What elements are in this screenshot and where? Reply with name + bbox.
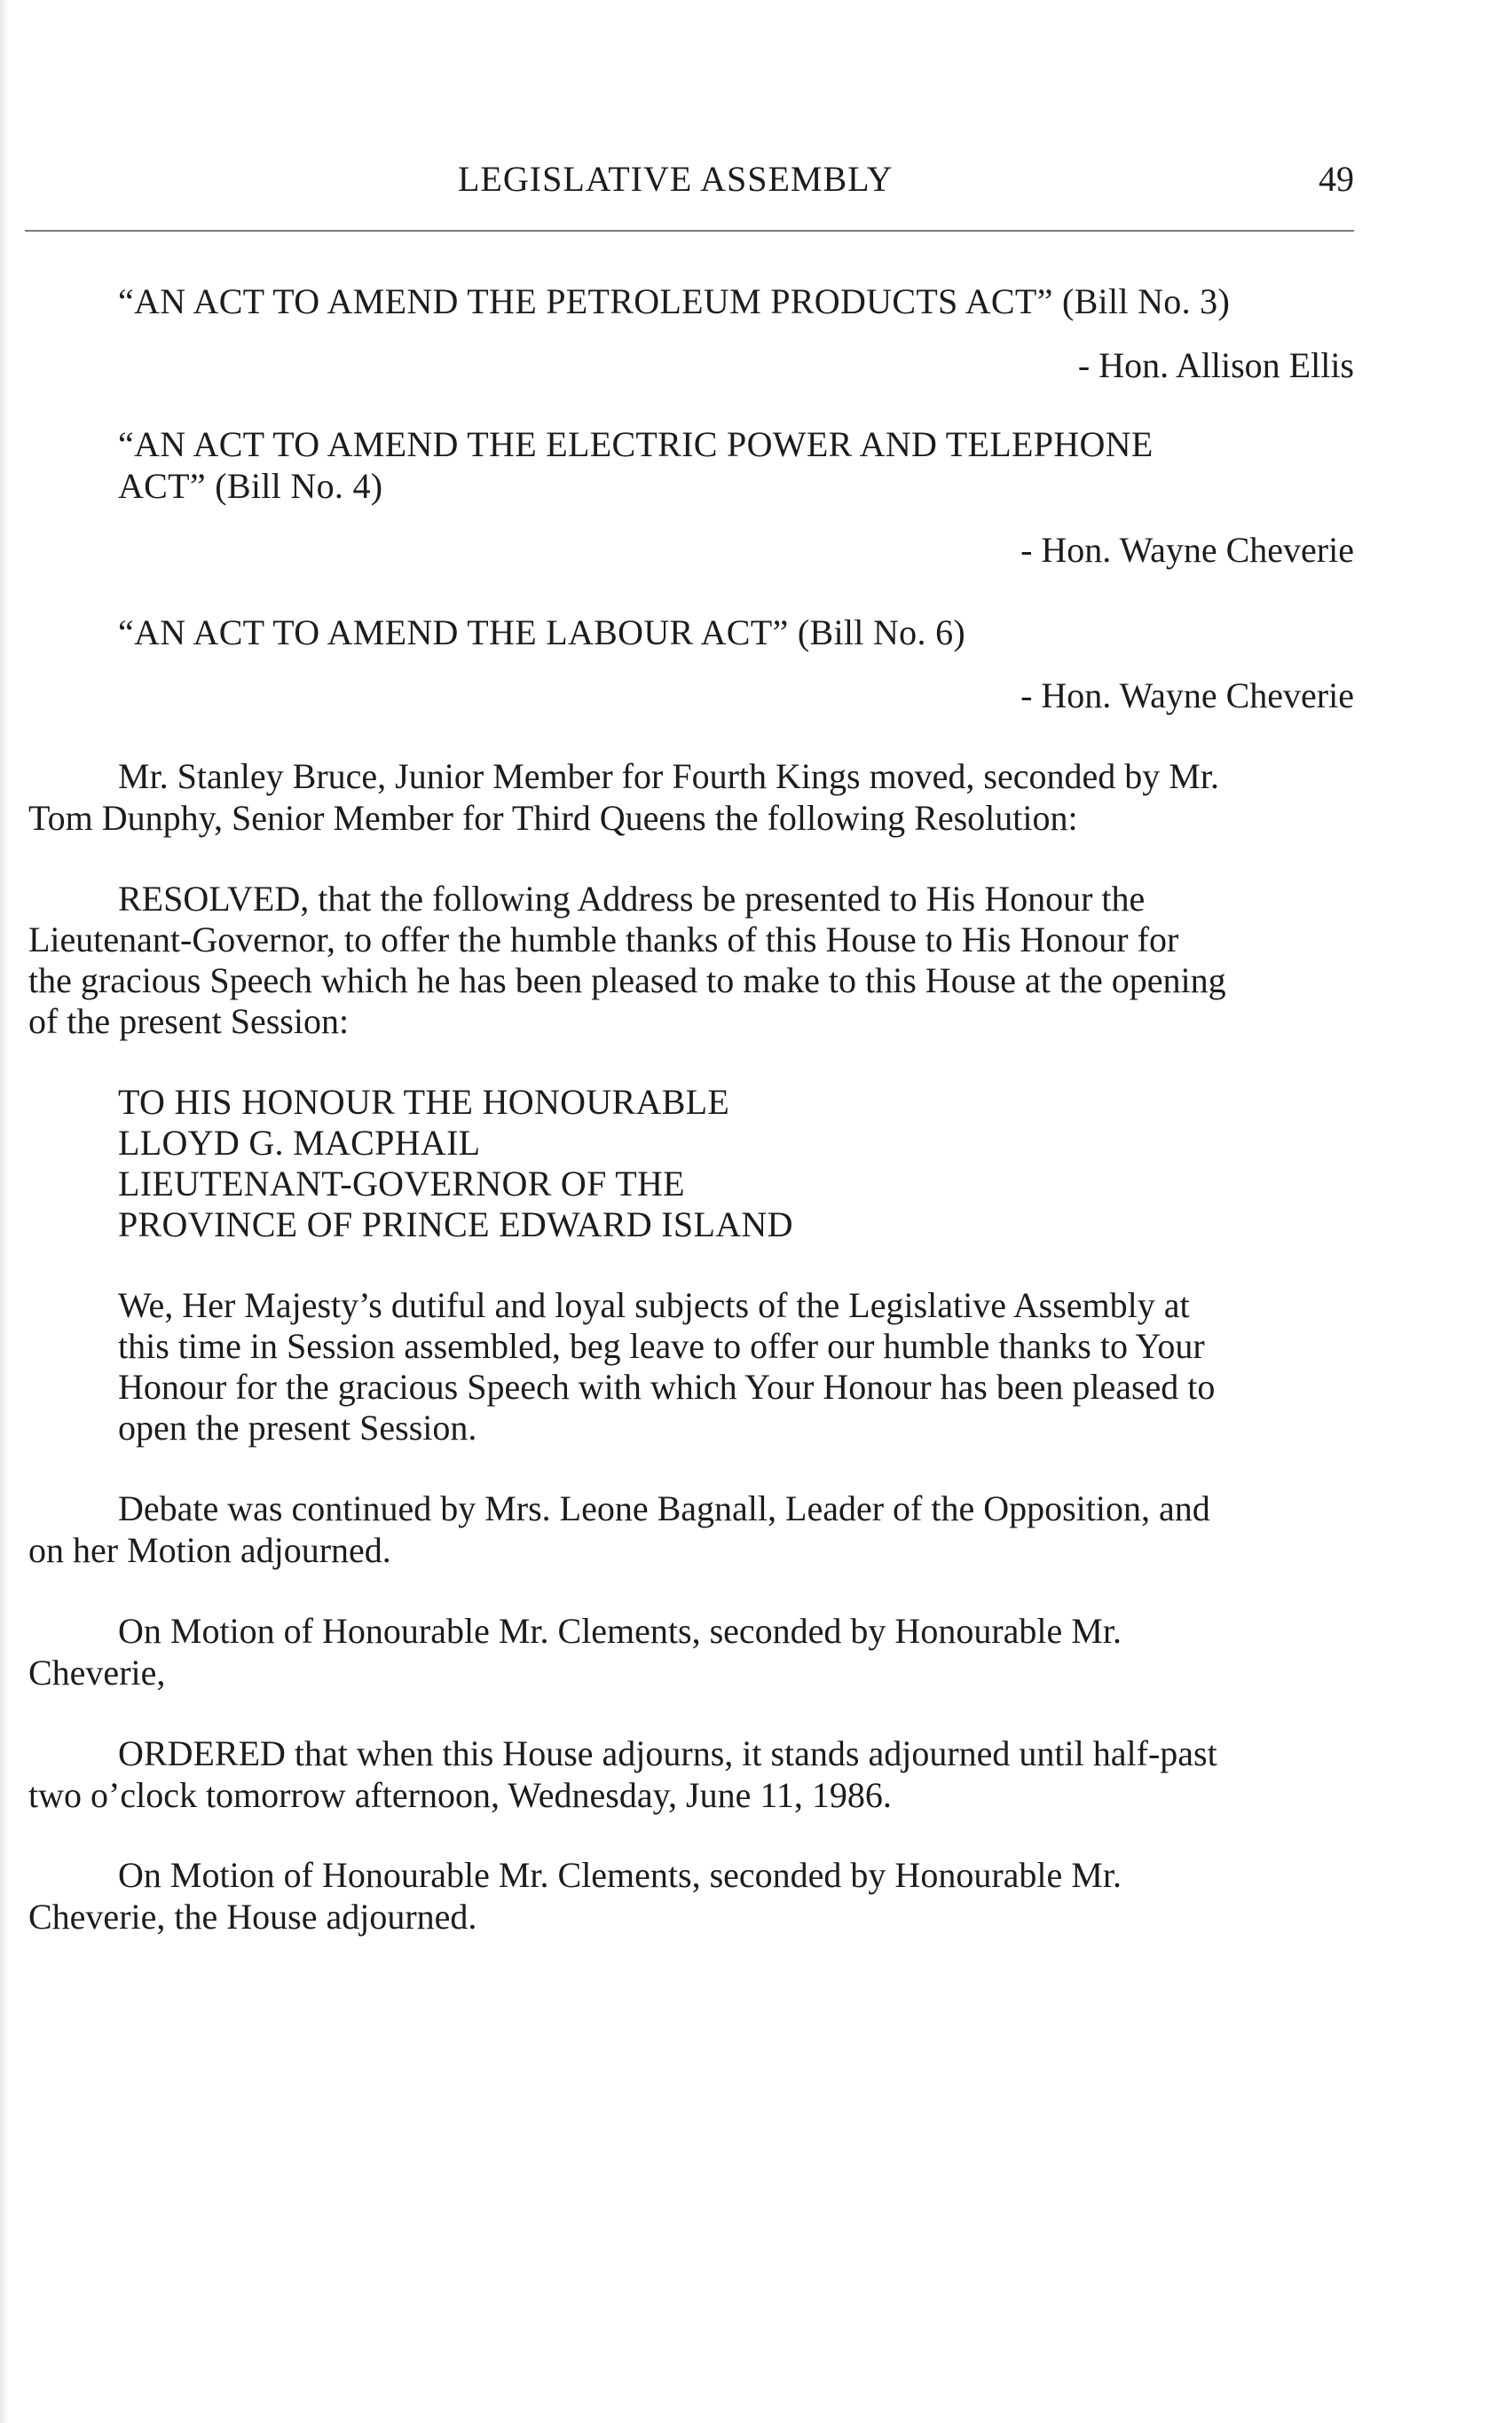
running-header-title: LEGISLATIVE ASSEMBLY bbox=[458, 159, 894, 199]
address-heading-line2: LLOYD G. MACPHAIL bbox=[118, 1123, 481, 1163]
resolution-line2: Lieutenant-Governor, to offer the humble thanks of this House to His Honour for bbox=[28, 919, 1179, 959]
resolution-line3: the gracious Speech which he has been pleased to make to this House at the opening bbox=[28, 960, 1226, 1000]
motion-line1: Mr. Stanley Bruce, Junior Member for Fourth Kings moved, seconded by Mr. bbox=[118, 756, 1219, 796]
debate-line2: on her Motion adjourned. bbox=[28, 1530, 391, 1570]
bill-4-sponsor: - Hon. Wayne Cheverie bbox=[1020, 530, 1354, 570]
address-heading-line4: PROVINCE OF PRINCE EDWARD ISLAND bbox=[118, 1204, 793, 1244]
bill-3-title: “AN ACT TO AMEND THE PETROLEUM PRODUCTS ACT” (Bill No. 3) bbox=[118, 281, 1231, 321]
debate-line1: Debate was continued by Mrs. Leone Bagnall, Leader of the Opposition, and bbox=[118, 1488, 1210, 1528]
address-heading-line1: TO HIS HONOUR THE HONOURABLE bbox=[118, 1082, 730, 1122]
address-body-line2: this time in Session assembled, beg leave to offer our humble thanks to Your bbox=[118, 1326, 1205, 1366]
header-rule bbox=[25, 230, 1354, 232]
motion-line2: Tom Dunphy, Senior Member for Third Queens the following Resolution: bbox=[28, 798, 1078, 838]
page-edge-shadow bbox=[0, 0, 9, 2423]
ordered-line2: two o’clock tomorrow afternoon, Wednesday, June 11, 1986. bbox=[28, 1775, 892, 1815]
bill-4-title-line2: ACT” (Bill No. 4) bbox=[118, 466, 383, 506]
address-body-line1: We, Her Majesty’s dutiful and loyal subjects of the Legislative Assembly at bbox=[118, 1285, 1190, 1325]
ordered-line1: ORDERED that when this House adjourns, it stands adjourned until half-past bbox=[118, 1733, 1217, 1773]
resolution-line4: of the present Session: bbox=[28, 1001, 350, 1041]
motion3-line2: Cheverie, the House adjourned. bbox=[28, 1897, 477, 1937]
bill-4-title bbox=[118, 424, 1354, 465]
address-body-line4: open the present Session. bbox=[118, 1408, 477, 1448]
bill-3-sponsor: - Hon. Allison Ellis bbox=[1077, 345, 1354, 385]
bill-6-sponsor: - Hon. Wayne Cheverie bbox=[1020, 675, 1354, 715]
page-number: 49 bbox=[1319, 159, 1354, 199]
address-heading-line3: LIEUTENANT-GOVERNOR OF THE bbox=[118, 1164, 685, 1204]
motion3-line1: On Motion of Honourable Mr. Clements, seconded by Honourable Mr. bbox=[118, 1855, 1122, 1895]
motion2-line2: Cheverie, bbox=[28, 1653, 166, 1693]
motion2-line1: On Motion of Honourable Mr. Clements, seconded by Honourable Mr. bbox=[118, 1611, 1122, 1651]
bill-6-title: “AN ACT TO AMEND THE LABOUR ACT” (Bill No. 6) bbox=[118, 612, 966, 652]
address-body-line3: Honour for the gracious Speech with which Your Honour has been pleased to bbox=[118, 1367, 1216, 1407]
resolution-line1: RESOLVED, that the following Address be presented to His Honour the bbox=[118, 879, 1146, 919]
bill-4-title-line1: “AN ACT TO AMEND THE ELECTRIC POWER AND TELEPHONE bbox=[118, 424, 1154, 464]
